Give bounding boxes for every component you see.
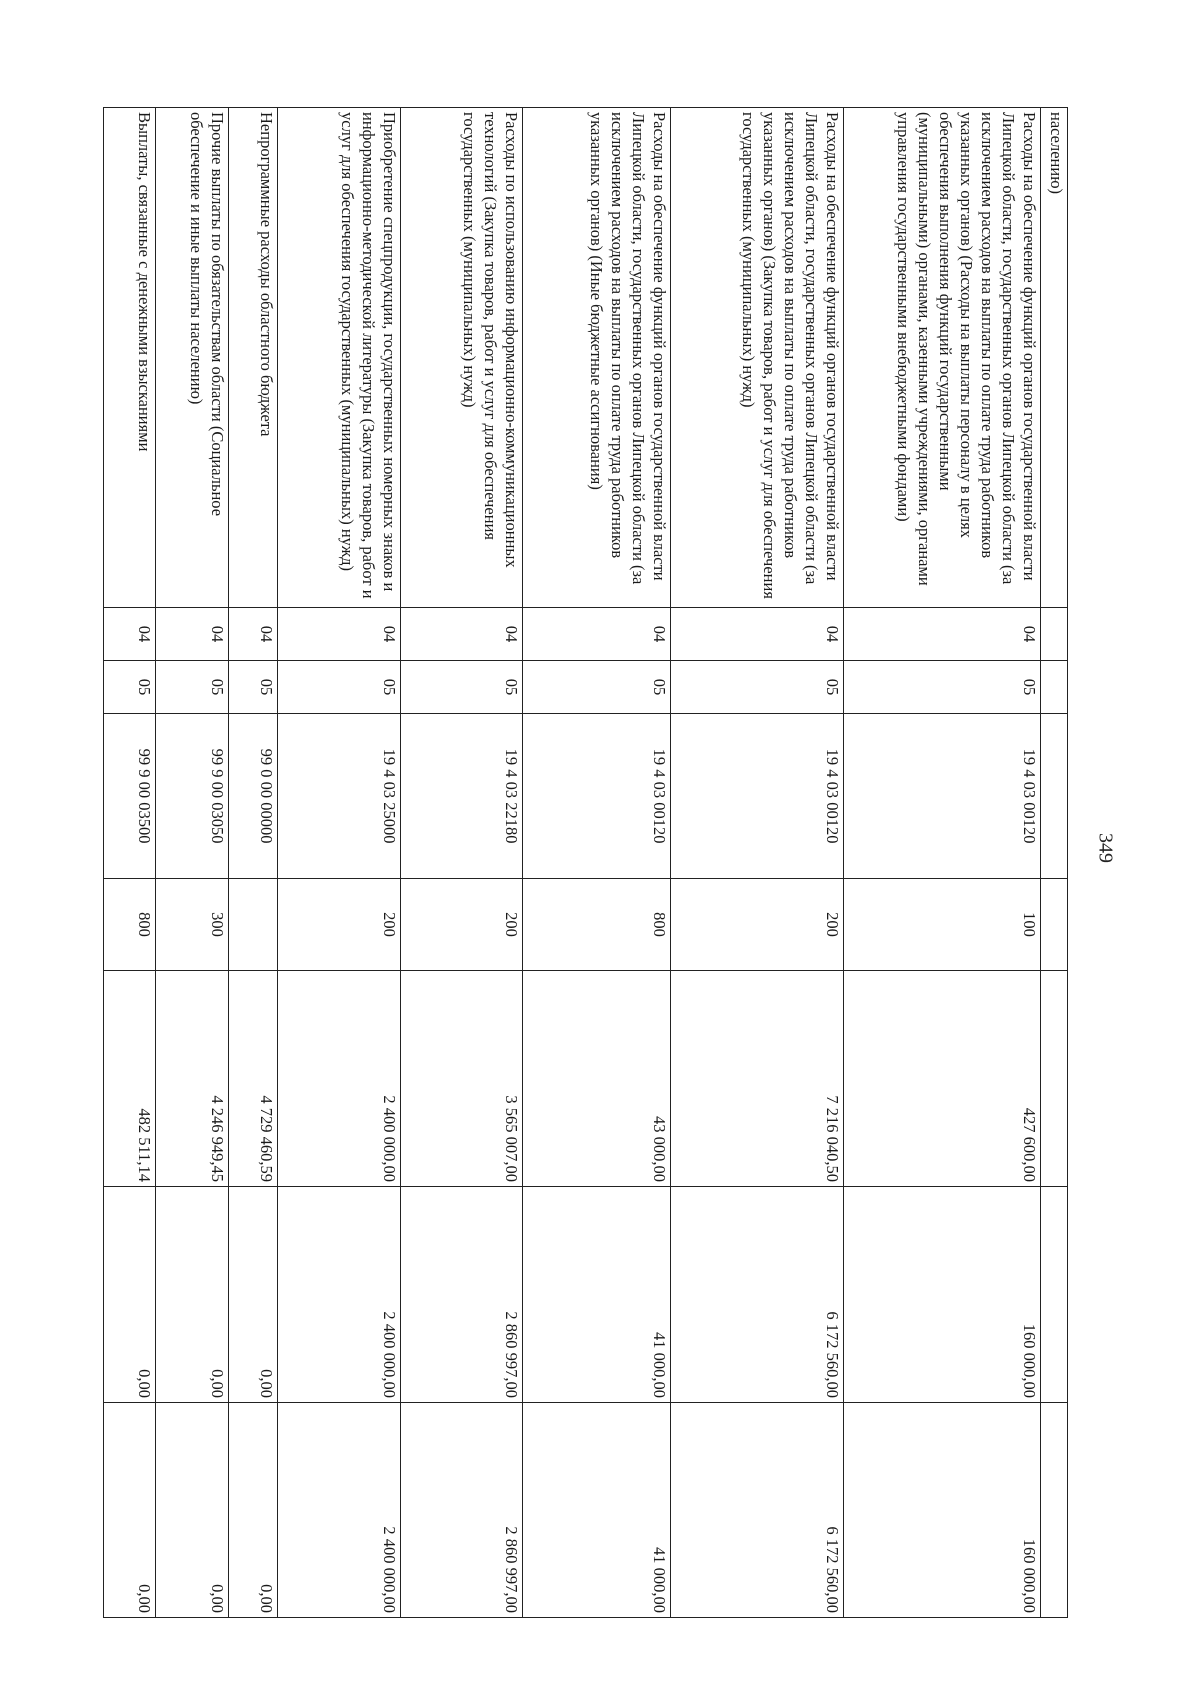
row-csr <box>1040 714 1067 879</box>
page-number: 349 <box>1094 833 1117 863</box>
row-vr: 100 <box>843 879 1040 971</box>
row-name: Расходы на обеспечение функций органов государственной власти Липецкой области, государственных органов Липецкой области (за исключением расходов на выплаты по оплате труда работников указанных органов) (Расходы на выплаты персоналу в целях обеспечения выполнения функций государственными (муниципальными) органами, казенными учреждениями, органами управления государственными внебюджетными фондами) <box>843 108 1040 608</box>
row-razdel <box>1040 661 1067 714</box>
row-razdel: 05 <box>104 661 156 714</box>
row-glava: 04 <box>400 608 523 661</box>
row-csr: 19 4 03 00120 <box>671 714 844 879</box>
row-razdel: 05 <box>229 661 277 714</box>
row-csr: 99 0 00 00000 <box>229 714 277 879</box>
table-row <box>400 108 523 1618</box>
row-name: Приобретение спецпродукции, государственных номерных знаков и информационно-методической литературы (Закупка товаров, работ и услуг для обеспечения государственных (муниципальных) нужд) <box>277 108 400 608</box>
row-razdel: 05 <box>155 661 228 714</box>
row-sum1: 4 246 949,45 <box>155 971 228 1187</box>
row-csr: 19 4 03 00120 <box>523 714 671 879</box>
budget-table <box>103 107 1068 1618</box>
row-csr: 19 4 03 25000 <box>277 714 400 879</box>
row-razdel: 05 <box>843 661 1040 714</box>
row-vr: 200 <box>671 879 844 971</box>
row-name: населению) <box>1040 108 1067 608</box>
row-csr: 99 9 00 03050 <box>155 714 228 879</box>
row-name: Прочие выплаты по обязательствам области (Социальное обеспечение и иные выплаты населению) <box>155 108 228 608</box>
row-sum3: 0,00 <box>155 1403 228 1618</box>
row-sum1: 482 511,14 <box>104 971 156 1187</box>
row-sum2: 2 860 997,00 <box>400 1187 523 1403</box>
row-name: Непрограммные расходы областного бюджета <box>229 108 277 608</box>
row-razdel: 05 <box>277 661 400 714</box>
row-sum3: 6 172 560,00 <box>671 1403 844 1618</box>
row-vr: 800 <box>104 879 156 971</box>
row-sum1: 3 565 007,00 <box>400 971 523 1187</box>
row-sum2: 41 000,00 <box>523 1187 671 1403</box>
row-glava: 04 <box>523 608 671 661</box>
table-row <box>1040 108 1067 1618</box>
row-name: Выплаты, связанные с денежными взысканиями <box>104 108 156 608</box>
row-vr: 800 <box>523 879 671 971</box>
row-razdel: 05 <box>671 661 844 714</box>
row-glava: 04 <box>671 608 844 661</box>
row-name: Расходы на обеспечение функций органов государственной власти Липецкой области, государственных органов Липецкой области (за исключением расходов на выплаты по оплате труда работников указанных органов) (Закупка товаров, работ и услуг для обеспечения государственных (муниципальных) нужд) <box>671 108 844 608</box>
row-sum1 <box>1040 971 1067 1187</box>
table-row <box>523 108 671 1618</box>
table-row <box>229 108 277 1618</box>
row-glava: 04 <box>155 608 228 661</box>
row-name: Расходы на обеспечение функций органов государственной власти Липецкой области, государственных органов Липецкой области (за исключением расходов на выплаты по оплате труда работников указанных органов) (Иные бюджетные ассигнования) <box>523 108 671 608</box>
row-glava <box>1040 608 1067 661</box>
row-sum3 <box>1040 1403 1067 1618</box>
row-vr <box>229 879 277 971</box>
rotated-page-content <box>103 107 1068 1617</box>
row-sum3: 2 400 000,00 <box>277 1403 400 1618</box>
table-row <box>155 108 228 1618</box>
row-sum2 <box>1040 1187 1067 1403</box>
row-sum3: 160 000,00 <box>843 1403 1040 1618</box>
table-row <box>843 108 1040 1618</box>
row-sum1: 2 400 000,00 <box>277 971 400 1187</box>
row-sum1: 427 600,00 <box>843 971 1040 1187</box>
row-vr: 200 <box>400 879 523 971</box>
row-sum3: 41 000,00 <box>523 1403 671 1618</box>
row-sum3: 0,00 <box>229 1403 277 1618</box>
row-sum1: 43 000,00 <box>523 971 671 1187</box>
row-csr: 19 4 03 22180 <box>400 714 523 879</box>
row-sum2: 0,00 <box>104 1187 156 1403</box>
row-razdel: 05 <box>523 661 671 714</box>
table-row <box>671 108 844 1618</box>
row-vr: 200 <box>277 879 400 971</box>
row-csr: 99 9 00 03500 <box>104 714 156 879</box>
row-sum2: 0,00 <box>229 1187 277 1403</box>
row-sum3: 2 860 997,00 <box>400 1403 523 1618</box>
row-name: Расходы по использованию информационно-коммуникационных технологий (Закупка товаров, работ и услуг для обеспечения государственных (муниципальных) нужд) <box>400 108 523 608</box>
row-sum2: 6 172 560,00 <box>671 1187 844 1403</box>
table-row <box>104 108 156 1618</box>
row-vr: 300 <box>155 879 228 971</box>
row-glava: 04 <box>843 608 1040 661</box>
row-vr <box>1040 879 1067 971</box>
table-row <box>277 108 400 1618</box>
row-sum2: 2 400 000,00 <box>277 1187 400 1403</box>
row-sum1: 7 216 040,50 <box>671 971 844 1187</box>
row-sum3: 0,00 <box>104 1403 156 1618</box>
row-csr: 19 4 03 00120 <box>843 714 1040 879</box>
row-glava: 04 <box>277 608 400 661</box>
row-glava: 04 <box>104 608 156 661</box>
row-sum2: 160 000,00 <box>843 1187 1040 1403</box>
row-glava: 04 <box>229 608 277 661</box>
row-razdel: 05 <box>400 661 523 714</box>
row-sum1: 4 729 460,59 <box>229 971 277 1187</box>
row-sum2: 0,00 <box>155 1187 228 1403</box>
